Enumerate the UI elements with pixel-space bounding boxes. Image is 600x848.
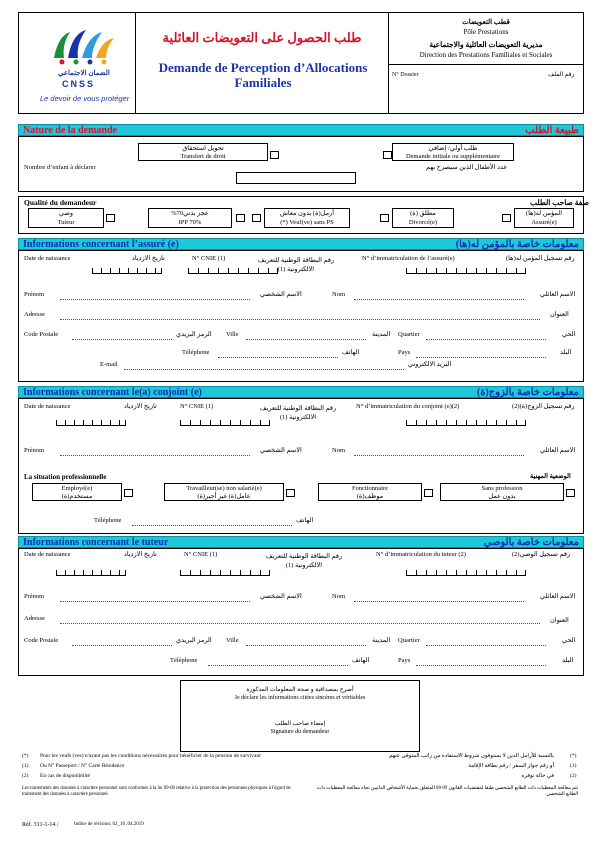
note3-ar: في حالة توفره — [521, 773, 554, 779]
direction-french: Direction des Prestations Familiales et Sociales — [419, 51, 553, 59]
section-conjoint — [18, 386, 584, 398]
section-conjoint-title-fr: Informations concernant le(a) conjoint (e) — [23, 387, 202, 398]
conjoint-immat-fr: N° d’immatriculation du conjoint (e)(2) — [356, 403, 460, 410]
tuteur-cnie-ar: رقم البطاقة الوطنية للتعريف الالكترونية (1) — [265, 553, 343, 569]
assure-cp-input[interactable] — [72, 334, 172, 340]
note3-mark-left: (2) — [22, 773, 29, 779]
section-nature — [18, 124, 584, 136]
assure-prenom-fr: Prénom — [24, 291, 45, 298]
header-logo-divider — [135, 12, 136, 114]
conjoint-nom-input[interactable] — [354, 450, 524, 456]
conjoint-dob-input[interactable] — [56, 418, 126, 426]
assure-cnie-ar: رقم البطاقة الوطنية للتعريف الالكترونية (1) — [257, 257, 335, 273]
assure-quartier-fr: Quartier — [398, 331, 420, 338]
tuteur-pays-fr: Pays — [398, 657, 411, 664]
tuteur-nom-ar: الاسم العائلي — [540, 593, 576, 600]
conjoint-prenom-fr: Prénom — [24, 447, 45, 454]
note2-mark-right: (1) — [570, 763, 577, 769]
tuteur-ville-fr: Ville — [226, 637, 239, 644]
conjoint-tel-fr: Téléphone — [94, 517, 122, 524]
veuf-checkbox[interactable] — [252, 214, 261, 222]
legal-ar: تتم معالجة المعطيات ذات الطابع الشخصي طبقا لمقتضيات القانون 09-08 المتعلق بحماية الأشخاص الذاتيين تجاه معالجة المعطيات ذات الطابع الشخصي — [316, 786, 578, 797]
assure-fr: Assuré(e) — [531, 219, 557, 226]
tuteur-pays-ar: البلد — [562, 657, 574, 664]
assure-ville-fr: Ville — [226, 331, 239, 338]
section-nature-title-ar: طبيعة الطلب — [525, 125, 579, 136]
note2-fr: Ou N° Passeport / N° Carte Résidence — [40, 763, 125, 769]
assure-pays-ar: البلد — [560, 349, 572, 356]
legal-fr: Les traitements des données à caractère personnel sont conformes à la loi 09-08 relative à la protection des personnes physiques à l'égard de traitement des données à caractère personnel. — [22, 786, 291, 797]
reference: Réf. 311-1-14 / — [22, 822, 59, 828]
assure-email-fr: E-mail — [100, 361, 118, 368]
cnss-logo-icon — [48, 28, 120, 68]
tuteur-prenom-ar: الاسم الشخصي — [260, 593, 302, 600]
divorce-ar: مطلق (ة) — [410, 210, 436, 217]
transfer-label-ar: تحويل استحقاق — [182, 145, 224, 152]
conjoint-cnie-fr: N° CNIE (1) — [180, 403, 214, 410]
tuteur-prenom-input[interactable] — [60, 596, 250, 602]
dossier-label-arabic: رقم الملف — [548, 72, 575, 78]
tuteur-quartier-fr: Quartier — [398, 637, 420, 644]
logo-slogan: Le devoir de vous protéger — [40, 94, 130, 103]
declaration-fr: Je déclare les informations citées sincères et véritables — [234, 695, 366, 701]
option-tns[interactable] — [164, 483, 284, 501]
pole-french: Pôle Prestations — [463, 28, 509, 36]
tuteur-adresse-ar: العنوان — [550, 617, 569, 624]
tuteur-nom-fr: Nom — [332, 593, 345, 600]
ipp-checkbox[interactable] — [236, 214, 245, 222]
option-ipp[interactable] — [148, 208, 232, 228]
assure-prenom-input[interactable] — [60, 294, 250, 300]
tuteur-pays-input[interactable] — [416, 660, 546, 666]
assure-pays-input[interactable] — [416, 352, 546, 358]
fonct-ar: موظف(ة) — [356, 493, 384, 500]
tuteur-tel-input[interactable] — [208, 660, 348, 666]
sansprof-ar: بدون عمل — [488, 493, 516, 500]
tuteur-cnie-fr: N° CNIE (1) — [184, 551, 218, 558]
form-title-french: Demande de Perception d’Allocations Familiales — [158, 60, 368, 90]
note2-ar: أو رقم جواز السفر / رقم بطاقة الإقامة — [468, 763, 554, 769]
tuteur-fr: Tuteur — [57, 219, 75, 226]
conjoint-cnie-input[interactable] — [180, 418, 270, 426]
conjoint-immat-input[interactable] — [406, 418, 526, 426]
note3-mark-right: (2) — [570, 773, 577, 779]
assure-ar: المؤمن له(ها) — [525, 210, 563, 217]
tuteur-cp-ar: الرمز البريدي — [176, 637, 212, 644]
dossier-label-french: N° Dossier — [392, 72, 419, 78]
assure-checkbox[interactable] — [502, 214, 511, 222]
section-tuteur-title-fr: Informations concernant le tuteur — [23, 537, 169, 548]
fonct-fr: Fonctionnaire — [351, 485, 389, 492]
pole-arabic: قطب التعويضات — [462, 18, 510, 26]
initial-checkbox[interactable] — [383, 151, 392, 159]
employe-fr: Employé(e) — [61, 485, 93, 492]
tuteur-immat-input[interactable] — [406, 568, 526, 576]
assure-cp-ar: الرمز البريدي — [176, 331, 212, 338]
option-sans-profession[interactable] — [440, 483, 564, 501]
transfer-checkbox[interactable] — [270, 151, 279, 159]
assure-cnie-input[interactable] — [188, 266, 278, 274]
qualite-title-fr: Qualité du demandeur — [24, 198, 97, 207]
tuteur-nom-input[interactable] — [354, 596, 524, 602]
divorce-fr: Divorcé(e) — [408, 219, 438, 226]
section-conjoint-title-ar: معلومات خاصة بالزوج(ة) — [476, 387, 579, 398]
section-assure-title-fr: Informations concernant l’assuré (e) — [23, 239, 179, 250]
header-title-divider — [388, 12, 389, 114]
sansprof-checkbox[interactable] — [566, 489, 575, 497]
conjoint-prenom-input[interactable] — [60, 450, 250, 456]
veuf-ar: أرمل(ة) بدون معاش — [280, 210, 334, 217]
conjoint-nom-ar: الاسم العائلي — [540, 447, 576, 454]
tuteur-dob-input[interactable] — [56, 568, 126, 576]
section-assure — [18, 238, 584, 250]
tuteur-immat-ar: رقم تسجيل الوصي(2) — [512, 551, 571, 558]
assure-email-ar: البريد الالكتروني — [408, 361, 452, 368]
assure-quartier-input[interactable] — [426, 334, 546, 340]
note2-mark-left: (1) — [22, 763, 29, 769]
assure-adresse-ar: العنوان — [550, 311, 569, 318]
transfer-option[interactable] — [138, 143, 268, 161]
note1-mark-left: (*) — [22, 753, 29, 759]
option-veuf[interactable] — [264, 208, 350, 228]
initial-label-fr: Demande initiale ou supplémentaire — [405, 153, 501, 160]
children-count-input[interactable] — [236, 172, 356, 184]
conjoint-cnie-ar: رقم البطاقة الوطنية للتعريف الالكترونية (1) — [259, 405, 337, 421]
transfer-label-fr: Transfert de droit — [180, 153, 226, 160]
conjoint-nom-fr: Nom — [332, 447, 345, 454]
dossier-divider — [388, 64, 584, 65]
conjoint-tel-input[interactable] — [132, 520, 292, 526]
assure-quartier-ar: الحي — [562, 331, 576, 338]
tuteur-cp-fr: Code Postale — [24, 637, 59, 644]
conjoint-tel-ar: الهاتف — [296, 517, 314, 524]
conjoint-immat-ar: رقم تسجيل الزوج(ة)(2) — [512, 403, 575, 410]
tuteur-dob-ar: تاريخ الازدياد — [124, 551, 157, 558]
assure-nom-ar: الاسم العائلي — [540, 291, 576, 298]
tuteur-tel-ar: الهاتف — [352, 657, 370, 664]
assure-prenom-ar: الاسم الشخصي — [260, 291, 302, 298]
assure-immat-ar: رقم تسجيل المؤمن له(ها) — [506, 255, 575, 262]
assure-email-input[interactable] — [124, 364, 404, 370]
assure-ville-ar: المدينة — [372, 331, 391, 338]
tuteur-prenom-fr: Prénom — [24, 593, 45, 600]
note1-mark-right: (*) — [570, 753, 577, 759]
assure-tel-ar: الهاتف — [342, 349, 360, 356]
section-assure-title-ar: معلومات خاصة بالمؤمن له(ها) — [455, 239, 579, 250]
employe-ar: مستخدم(ة) — [61, 493, 93, 500]
assure-pays-fr: Pays — [398, 349, 411, 356]
option-divorce[interactable] — [392, 208, 454, 228]
note3-fr: En cas de disponibilité — [40, 773, 90, 779]
qualite-title-ar: صفة صاحب الطلب — [530, 198, 589, 207]
ipp-fr: IPP 70% — [178, 219, 202, 226]
signature-fr: Signature du demandeur — [270, 729, 330, 735]
logo-org-latin: CNSS — [62, 79, 96, 89]
option-fonctionnaire[interactable] — [318, 483, 422, 501]
situation-title-ar: الوضعية المهنية — [530, 473, 571, 480]
section-nature-title-fr: Nature de la demande — [23, 125, 117, 136]
tns-checkbox[interactable] — [286, 489, 295, 497]
note1-ar: بالنسبة للأرامل الذين لا يستوفون شروط الاستفادة من راتب المتوفى عنهم — [388, 753, 554, 759]
note1-fr: Pour les veufs (ves) n'ayant pas les conditions nécessaires pour bénéficier de la pension de survivant — [40, 753, 261, 759]
revision-index: Indice de révision: 02_16 .04.2019 — [74, 822, 144, 827]
assure-nom-input[interactable] — [354, 294, 524, 300]
conjoint-dob-ar: تاريخ الازدياد — [124, 403, 157, 410]
tuteur-tel-fr: Téléphone — [170, 657, 198, 664]
tuteur-ville-input[interactable] — [246, 640, 366, 646]
veuf-fr: (*) Veuf(ve) sans PS — [280, 219, 334, 226]
tuteur-cnie-input[interactable] — [180, 568, 270, 576]
tuteur-quartier-ar: الحي — [562, 637, 576, 644]
option-assure[interactable] — [514, 208, 574, 228]
signature-ar: إمضاء صاحب الطلب — [274, 721, 326, 727]
situation-title-fr: La situation professionnelle — [24, 473, 107, 481]
form-title-arabic: طلب الحصول على التعويضات العائلية — [162, 30, 362, 45]
children-label-ar: عدد الأطفال الذين سيصرح بهم — [426, 164, 508, 171]
assure-ville-input[interactable] — [246, 334, 366, 340]
assure-tel-input[interactable] — [218, 352, 338, 358]
direction-arabic: مديرية التعويضات العائلية والاجتماعية — [429, 40, 543, 49]
tuteur-ar: وصي — [58, 210, 74, 217]
conjoint-dob-fr: Date de naissance — [24, 403, 71, 410]
signature-box[interactable] — [180, 680, 420, 752]
logo-org-arabic: الضمان الاجتماعي — [58, 69, 110, 77]
assure-nom-fr: Nom — [332, 291, 345, 298]
children-label-fr: Nombre d’enfant à déclarer — [24, 164, 96, 171]
declaration-ar: أصرح بمصداقية و صحة المعلومات المذكورة — [246, 687, 354, 693]
initial-label-ar: طلب أولي/ إضافي — [428, 145, 478, 152]
assure-cp-fr: Code Postale — [24, 331, 59, 338]
fonct-checkbox[interactable] — [424, 489, 433, 497]
sansprof-fr: Sans profession — [481, 485, 523, 492]
conjoint-prenom-ar: الاسم الشخصي — [260, 447, 302, 454]
tuteur-ville-ar: المدينة — [372, 637, 391, 644]
assure-dob-ar: تاريخ الازدياد — [132, 255, 165, 262]
assure-cnie-fr: N° CNIE (1) — [192, 255, 226, 262]
tuteur-adresse-fr: Adresse — [24, 615, 45, 622]
tuteur-checkbox[interactable] — [106, 214, 115, 222]
tuteur-quartier-input[interactable] — [426, 640, 546, 646]
tuteur-cp-input[interactable] — [72, 640, 172, 646]
employe-checkbox[interactable] — [124, 489, 133, 497]
initial-option[interactable] — [392, 143, 514, 161]
dossier-number-field[interactable] — [392, 82, 580, 110]
assure-adresse-fr: Adresse — [24, 311, 45, 318]
option-employe[interactable] — [32, 483, 122, 501]
assure-dob-input[interactable] — [92, 266, 162, 274]
ipp-ar: عجز بدني70% — [171, 210, 209, 217]
section-tuteur — [18, 536, 584, 548]
assure-immat-fr: N° d’immatriculation de l’assuré(e) — [362, 255, 455, 262]
section-tuteur-title-ar: معلومات خاصة بالوصي — [483, 537, 579, 548]
tuteur-adresse-input[interactable] — [60, 618, 540, 624]
assure-immat-input[interactable] — [406, 266, 526, 274]
tns-ar: عامل(ة) غير أجير(ة) — [197, 493, 251, 500]
assure-adresse-input[interactable] — [60, 314, 540, 320]
divorce-checkbox[interactable] — [380, 214, 389, 222]
tuteur-immat-fr: N° d’immatriculation du tuteur (2) — [376, 551, 466, 558]
tns-fr: Travailleur(se) non salarié(e) — [186, 485, 262, 492]
tuteur-dob-fr: Date de naissance — [24, 551, 71, 558]
assure-tel-fr: Téléphone — [182, 349, 210, 356]
option-tuteur[interactable] — [28, 208, 104, 228]
assure-dob-fr: Date de naissance — [24, 255, 71, 262]
